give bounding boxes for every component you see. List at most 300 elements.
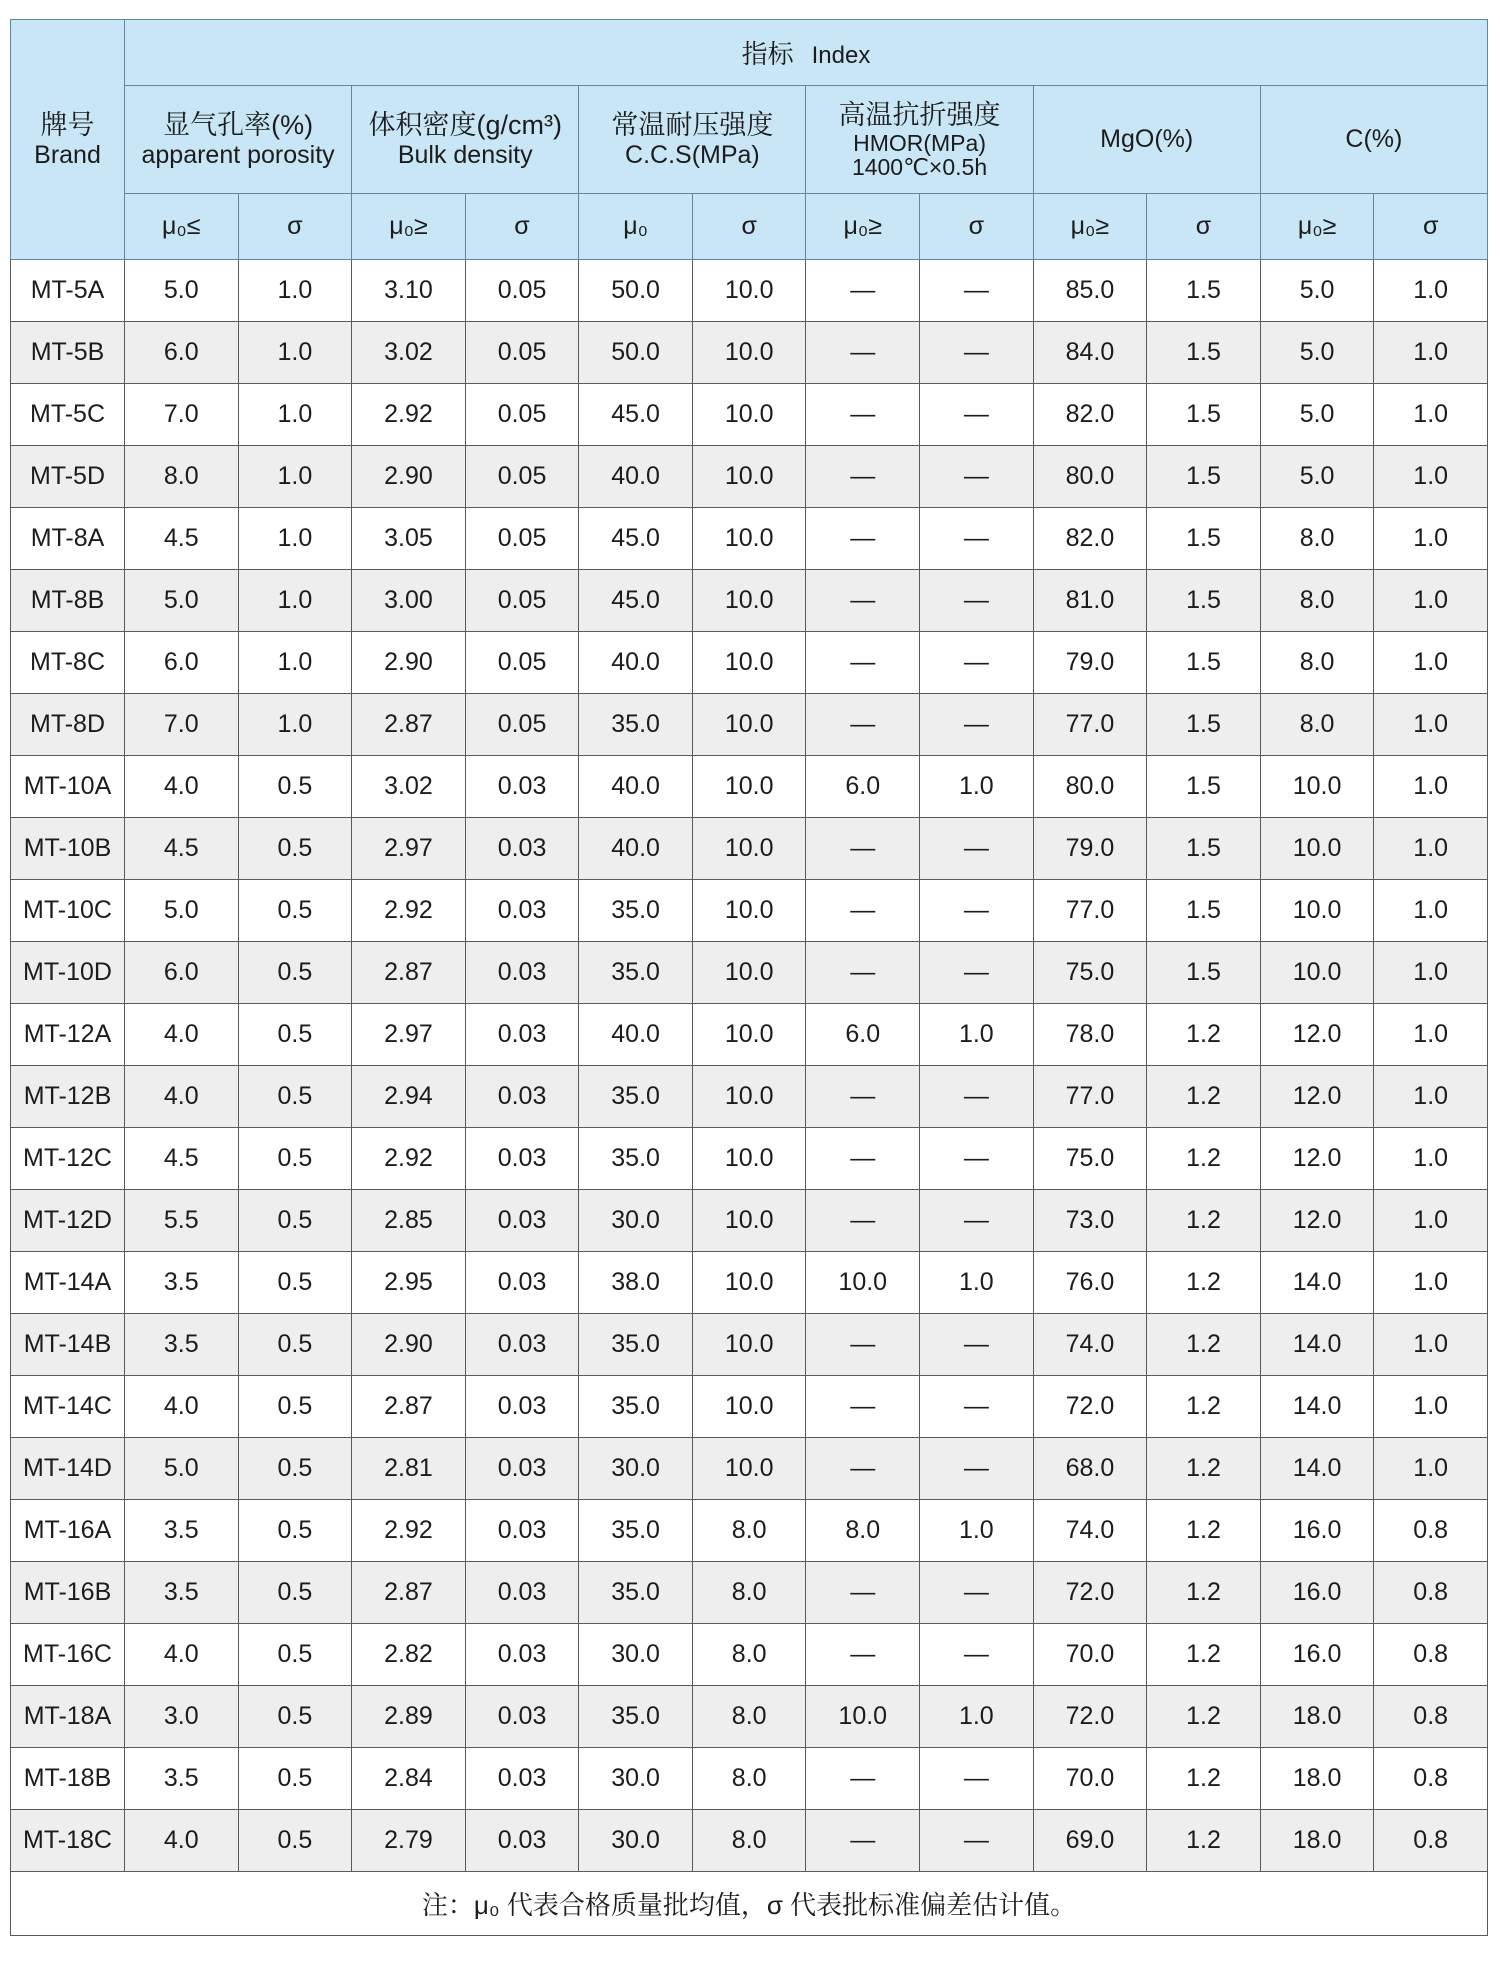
mgo-mu-cell: 74.0 xyxy=(1033,1314,1147,1376)
carbon-mu-cell: 10.0 xyxy=(1260,756,1374,818)
ccs-mu-cell: 40.0 xyxy=(579,1004,693,1066)
ccs-mu-cell: 30.0 xyxy=(579,1190,693,1252)
carbon-mu-cell: 14.0 xyxy=(1260,1438,1374,1500)
density-mu-cell: 2.84 xyxy=(352,1748,466,1810)
density-group-header xyxy=(352,86,579,194)
table-footer xyxy=(11,1872,1488,1936)
table-row xyxy=(11,1810,1488,1872)
brand-cell: MT-14A xyxy=(11,1252,125,1314)
density-sigma-cell: 0.05 xyxy=(465,508,579,570)
carbon-sigma-cell: 1.0 xyxy=(1374,942,1488,1004)
density-sigma-cell: 0.03 xyxy=(465,1748,579,1810)
mgo-mu-cell: 80.0 xyxy=(1033,756,1147,818)
ccs-sigma-cell: 10.0 xyxy=(692,570,806,632)
density-mu-cell: 2.92 xyxy=(352,1128,466,1190)
carbon-mu-cell: 18.0 xyxy=(1260,1686,1374,1748)
ccs-sigma-cell: 10.0 xyxy=(692,1376,806,1438)
porosity-sigma-cell: 0.5 xyxy=(238,1066,352,1128)
carbon-sigma-cell: 1.0 xyxy=(1374,1004,1488,1066)
ccs-mu-cell: 45.0 xyxy=(579,384,693,446)
brand-cell: MT-16C xyxy=(11,1624,125,1686)
density-mu-cell: 2.87 xyxy=(352,942,466,1004)
density-sigma-cell: 0.03 xyxy=(465,1500,579,1562)
porosity-label-cn: 显气孔率(%) xyxy=(163,109,314,140)
ccs-sigma-cell: 10.0 xyxy=(692,632,806,694)
table-row xyxy=(11,1314,1488,1376)
porosity-sigma-cell: 0.5 xyxy=(238,1562,352,1624)
carbon-mu-cell: 12.0 xyxy=(1260,1004,1374,1066)
brand-index-table xyxy=(10,19,1488,1936)
carbon-mu-cell: 10.0 xyxy=(1260,880,1374,942)
hmor-label-en: HMOR(MPa) xyxy=(853,129,986,156)
density-sigma-cell: 0.03 xyxy=(465,1562,579,1624)
hmor-mu-cell: — xyxy=(806,1810,920,1872)
table-row xyxy=(11,1748,1488,1810)
header-row-statistics xyxy=(11,194,1488,260)
carbon-sigma-cell: 1.0 xyxy=(1374,1066,1488,1128)
carbon-mu-cell: 12.0 xyxy=(1260,1190,1374,1252)
density-mu-cell: 2.90 xyxy=(352,632,466,694)
hmor-mu-header: μ₀≥ xyxy=(806,194,920,260)
porosity-mu-cell: 3.5 xyxy=(125,1500,239,1562)
mgo-mu-cell: 79.0 xyxy=(1033,632,1147,694)
table-row xyxy=(11,1190,1488,1252)
porosity-mu-cell: 4.0 xyxy=(125,1810,239,1872)
carbon-sigma-cell: 0.8 xyxy=(1374,1624,1488,1686)
density-mu-cell: 2.90 xyxy=(352,446,466,508)
carbon-sigma-cell: 1.0 xyxy=(1374,1376,1488,1438)
carbon-mu-cell: 8.0 xyxy=(1260,694,1374,756)
brand-cell: MT-8D xyxy=(11,694,125,756)
porosity-mu-cell: 6.0 xyxy=(125,942,239,1004)
porosity-mu-cell: 4.0 xyxy=(125,756,239,818)
mgo-mu-cell: 79.0 xyxy=(1033,818,1147,880)
mgo-sigma-cell: 1.5 xyxy=(1147,880,1261,942)
carbon-sigma-cell: 1.0 xyxy=(1374,446,1488,508)
carbon-group-header xyxy=(1260,86,1487,194)
mgo-sigma-header: σ xyxy=(1147,194,1261,260)
porosity-group-header xyxy=(125,86,352,194)
density-sigma-cell: 0.03 xyxy=(465,1314,579,1376)
ccs-sigma-cell: 10.0 xyxy=(692,1190,806,1252)
brand-cell: MT-5C xyxy=(11,384,125,446)
density-mu-cell: 2.82 xyxy=(352,1624,466,1686)
table-row xyxy=(11,818,1488,880)
carbon-mu-cell: 16.0 xyxy=(1260,1624,1374,1686)
table-header xyxy=(11,20,1488,260)
mgo-sigma-cell: 1.2 xyxy=(1147,1438,1261,1500)
ccs-sigma-cell: 8.0 xyxy=(692,1686,806,1748)
ccs-sigma-cell: 10.0 xyxy=(692,446,806,508)
mgo-mu-header: μ₀≥ xyxy=(1033,194,1147,260)
ccs-group-header xyxy=(579,86,806,194)
ccs-sigma-cell: 10.0 xyxy=(692,818,806,880)
hmor-sigma-cell: — xyxy=(920,880,1034,942)
porosity-mu-cell: 4.0 xyxy=(125,1004,239,1066)
brand-cell: MT-10C xyxy=(11,880,125,942)
density-mu-cell: 3.10 xyxy=(352,260,466,322)
mgo-sigma-cell: 1.2 xyxy=(1147,1004,1261,1066)
carbon-sigma-cell: 1.0 xyxy=(1374,1314,1488,1376)
hmor-sigma-cell: 1.0 xyxy=(920,1686,1034,1748)
porosity-sigma-cell: 0.5 xyxy=(238,1500,352,1562)
brand-cell: MT-10B xyxy=(11,818,125,880)
table-row xyxy=(11,1438,1488,1500)
carbon-sigma-cell: 1.0 xyxy=(1374,756,1488,818)
index-header xyxy=(125,20,1488,86)
hmor-sigma-cell: — xyxy=(920,570,1034,632)
hmor-sigma-cell: — xyxy=(920,694,1034,756)
density-mu-cell: 2.95 xyxy=(352,1252,466,1314)
brand-cell: MT-10A xyxy=(11,756,125,818)
mgo-mu-cell: 74.0 xyxy=(1033,1500,1147,1562)
hmor-mu-cell: — xyxy=(806,446,920,508)
carbon-sigma-cell: 0.8 xyxy=(1374,1500,1488,1562)
carbon-mu-cell: 12.0 xyxy=(1260,1066,1374,1128)
mgo-mu-cell: 75.0 xyxy=(1033,942,1147,1004)
porosity-mu-cell: 3.5 xyxy=(125,1748,239,1810)
density-sigma-cell: 0.05 xyxy=(465,446,579,508)
density-mu-cell: 2.89 xyxy=(352,1686,466,1748)
carbon-sigma-cell: 1.0 xyxy=(1374,1128,1488,1190)
footnote: 注：μ₀ 代表合格质量批均值，σ 代表批标准偏差估计值。 xyxy=(11,1872,1488,1936)
density-label-en: Bulk density xyxy=(397,140,533,169)
carbon-sigma-cell: 0.8 xyxy=(1374,1810,1488,1872)
carbon-mu-cell: 12.0 xyxy=(1260,1128,1374,1190)
porosity-sigma-cell: 0.5 xyxy=(238,1748,352,1810)
hmor-sigma-cell: — xyxy=(920,1190,1034,1252)
spec-table-container xyxy=(10,19,1488,1936)
mgo-mu-cell: 84.0 xyxy=(1033,322,1147,384)
hmor-sigma-cell: 1.0 xyxy=(920,1004,1034,1066)
hmor-mu-cell: — xyxy=(806,260,920,322)
mgo-sigma-cell: 1.2 xyxy=(1147,1686,1261,1748)
carbon-mu-header: μ₀≥ xyxy=(1260,194,1374,260)
density-sigma-cell: 0.03 xyxy=(465,1624,579,1686)
carbon-mu-cell: 10.0 xyxy=(1260,818,1374,880)
hmor-sigma-cell: — xyxy=(920,508,1034,570)
hmor-sigma-header: σ xyxy=(920,194,1034,260)
carbon-mu-cell: 14.0 xyxy=(1260,1314,1374,1376)
ccs-mu-cell: 35.0 xyxy=(579,880,693,942)
density-sigma-cell: 0.03 xyxy=(465,1190,579,1252)
carbon-sigma-cell: 1.0 xyxy=(1374,508,1488,570)
carbon-mu-cell: 8.0 xyxy=(1260,632,1374,694)
ccs-sigma-cell: 8.0 xyxy=(692,1562,806,1624)
table-row xyxy=(11,880,1488,942)
ccs-mu-cell: 30.0 xyxy=(579,1438,693,1500)
brand-label-en: Brand xyxy=(34,140,101,169)
porosity-mu-cell: 4.0 xyxy=(125,1376,239,1438)
mgo-sigma-cell: 1.2 xyxy=(1147,1376,1261,1438)
carbon-mu-cell: 5.0 xyxy=(1260,384,1374,446)
brand-cell: MT-14D xyxy=(11,1438,125,1500)
ccs-sigma-cell: 10.0 xyxy=(692,1314,806,1376)
carbon-mu-cell: 5.0 xyxy=(1260,446,1374,508)
ccs-mu-cell: 30.0 xyxy=(579,1748,693,1810)
ccs-mu-cell: 30.0 xyxy=(579,1810,693,1872)
porosity-sigma-cell: 1.0 xyxy=(238,694,352,756)
porosity-sigma-cell: 1.0 xyxy=(238,632,352,694)
density-sigma-cell: 0.03 xyxy=(465,1066,579,1128)
porosity-sigma-cell: 1.0 xyxy=(238,260,352,322)
mgo-sigma-cell: 1.2 xyxy=(1147,1252,1261,1314)
density-mu-cell: 3.02 xyxy=(352,322,466,384)
porosity-sigma-cell: 0.5 xyxy=(238,1438,352,1500)
porosity-sigma-cell: 0.5 xyxy=(238,1376,352,1438)
brand-cell: MT-14C xyxy=(11,1376,125,1438)
hmor-sigma-cell: 1.0 xyxy=(920,756,1034,818)
header-row-index xyxy=(11,20,1488,86)
mgo-sigma-cell: 1.5 xyxy=(1147,694,1261,756)
ccs-sigma-cell: 8.0 xyxy=(692,1748,806,1810)
hmor-sigma-cell: 1.0 xyxy=(920,1500,1034,1562)
carbon-sigma-header: σ xyxy=(1374,194,1488,260)
hmor-mu-cell: — xyxy=(806,508,920,570)
index-label-en: Index xyxy=(811,42,871,69)
carbon-sigma-cell: 1.0 xyxy=(1374,260,1488,322)
mgo-mu-cell: 77.0 xyxy=(1033,880,1147,942)
porosity-sigma-cell: 0.5 xyxy=(238,942,352,1004)
carbon-mu-cell: 18.0 xyxy=(1260,1748,1374,1810)
density-sigma-cell: 0.03 xyxy=(465,880,579,942)
mgo-sigma-cell: 1.5 xyxy=(1147,632,1261,694)
porosity-sigma-header: σ xyxy=(238,194,352,260)
porosity-mu-cell: 6.0 xyxy=(125,632,239,694)
hmor-mu-cell: 10.0 xyxy=(806,1686,920,1748)
hmor-condition-label: 1400℃×0.5h xyxy=(851,154,988,181)
porosity-mu-cell: 5.5 xyxy=(125,1190,239,1252)
brand-cell: MT-16A xyxy=(11,1500,125,1562)
carbon-sigma-cell: 1.0 xyxy=(1374,632,1488,694)
table-row xyxy=(11,1624,1488,1686)
ccs-mu-cell: 50.0 xyxy=(579,260,693,322)
porosity-mu-header: μ₀≤ xyxy=(125,194,239,260)
ccs-mu-cell: 40.0 xyxy=(579,632,693,694)
ccs-mu-cell: 45.0 xyxy=(579,508,693,570)
porosity-sigma-cell: 1.0 xyxy=(238,508,352,570)
carbon-sigma-cell: 0.8 xyxy=(1374,1562,1488,1624)
ccs-sigma-cell: 10.0 xyxy=(692,322,806,384)
mgo-sigma-cell: 1.5 xyxy=(1147,756,1261,818)
footnote-row xyxy=(11,1872,1488,1936)
density-mu-cell: 2.81 xyxy=(352,1438,466,1500)
mgo-sigma-cell: 1.2 xyxy=(1147,1128,1261,1190)
density-mu-cell: 2.90 xyxy=(352,1314,466,1376)
carbon-label: C(%) xyxy=(1345,125,1403,154)
ccs-sigma-cell: 8.0 xyxy=(692,1810,806,1872)
hmor-mu-cell: — xyxy=(806,1128,920,1190)
porosity-mu-cell: 5.0 xyxy=(125,1438,239,1500)
table-row xyxy=(11,1066,1488,1128)
porosity-mu-cell: 4.5 xyxy=(125,1128,239,1190)
table-row xyxy=(11,260,1488,322)
hmor-mu-cell: — xyxy=(806,694,920,756)
header-row-properties xyxy=(11,86,1488,194)
density-mu-header: μ₀≥ xyxy=(352,194,466,260)
porosity-sigma-cell: 0.5 xyxy=(238,1686,352,1748)
brand-cell: MT-14B xyxy=(11,1314,125,1376)
carbon-sigma-cell: 1.0 xyxy=(1374,322,1488,384)
hmor-mu-cell: — xyxy=(806,1190,920,1252)
density-label-cn: 体积密度(g/cm³) xyxy=(368,109,562,140)
ccs-mu-header: μ₀ xyxy=(579,194,693,260)
ccs-mu-cell: 40.0 xyxy=(579,756,693,818)
porosity-sigma-cell: 0.5 xyxy=(238,818,352,880)
ccs-mu-cell: 35.0 xyxy=(579,1500,693,1562)
porosity-mu-cell: 6.0 xyxy=(125,322,239,384)
porosity-mu-cell: 7.0 xyxy=(125,384,239,446)
hmor-mu-cell: — xyxy=(806,570,920,632)
density-sigma-cell: 0.03 xyxy=(465,1686,579,1748)
hmor-mu-cell: — xyxy=(806,1376,920,1438)
mgo-sigma-cell: 1.5 xyxy=(1147,446,1261,508)
hmor-mu-cell: — xyxy=(806,1562,920,1624)
density-sigma-cell: 0.03 xyxy=(465,1810,579,1872)
mgo-sigma-cell: 1.5 xyxy=(1147,818,1261,880)
mgo-mu-cell: 72.0 xyxy=(1033,1686,1147,1748)
ccs-mu-cell: 40.0 xyxy=(579,818,693,880)
table-row xyxy=(11,1128,1488,1190)
brand-cell: MT-8C xyxy=(11,632,125,694)
table-row xyxy=(11,1252,1488,1314)
porosity-mu-cell: 8.0 xyxy=(125,446,239,508)
porosity-sigma-cell: 1.0 xyxy=(238,384,352,446)
mgo-sigma-cell: 1.5 xyxy=(1147,384,1261,446)
mgo-mu-cell: 75.0 xyxy=(1033,1128,1147,1190)
ccs-sigma-cell: 10.0 xyxy=(692,1438,806,1500)
hmor-mu-cell: — xyxy=(806,1624,920,1686)
mgo-sigma-cell: 1.5 xyxy=(1147,508,1261,570)
porosity-mu-cell: 4.5 xyxy=(125,508,239,570)
mgo-mu-cell: 68.0 xyxy=(1033,1438,1147,1500)
porosity-mu-cell: 3.0 xyxy=(125,1686,239,1748)
hmor-mu-cell: — xyxy=(806,1066,920,1128)
porosity-sigma-cell: 0.5 xyxy=(238,1128,352,1190)
density-sigma-cell: 0.03 xyxy=(465,818,579,880)
brand-cell: MT-5D xyxy=(11,446,125,508)
mgo-group-header xyxy=(1033,86,1260,194)
porosity-mu-cell: 5.0 xyxy=(125,570,239,632)
table-row xyxy=(11,570,1488,632)
density-mu-cell: 3.05 xyxy=(352,508,466,570)
carbon-sigma-cell: 1.0 xyxy=(1374,1190,1488,1252)
mgo-sigma-cell: 1.2 xyxy=(1147,1810,1261,1872)
mgo-mu-cell: 77.0 xyxy=(1033,1066,1147,1128)
carbon-sigma-cell: 0.8 xyxy=(1374,1686,1488,1748)
brand-cell: MT-18B xyxy=(11,1748,125,1810)
density-mu-cell: 2.85 xyxy=(352,1190,466,1252)
ccs-sigma-cell: 10.0 xyxy=(692,694,806,756)
density-mu-cell: 2.92 xyxy=(352,384,466,446)
porosity-mu-cell: 7.0 xyxy=(125,694,239,756)
hmor-mu-cell: 10.0 xyxy=(806,1252,920,1314)
hmor-sigma-cell: — xyxy=(920,818,1034,880)
carbon-sigma-cell: 1.0 xyxy=(1374,694,1488,756)
carbon-mu-cell: 16.0 xyxy=(1260,1500,1374,1562)
brand-cell: MT-12B xyxy=(11,1066,125,1128)
hmor-mu-cell: — xyxy=(806,1438,920,1500)
hmor-sigma-cell: — xyxy=(920,1562,1034,1624)
carbon-sigma-cell: 1.0 xyxy=(1374,880,1488,942)
brand-cell: MT-8B xyxy=(11,570,125,632)
hmor-mu-cell: — xyxy=(806,322,920,384)
mgo-mu-cell: 70.0 xyxy=(1033,1624,1147,1686)
porosity-mu-cell: 5.0 xyxy=(125,260,239,322)
brand-cell: MT-12A xyxy=(11,1004,125,1066)
porosity-sigma-cell: 0.5 xyxy=(238,1624,352,1686)
brand-label-cn: 牌号 xyxy=(40,109,95,140)
density-mu-cell: 2.92 xyxy=(352,1500,466,1562)
density-sigma-cell: 0.05 xyxy=(465,570,579,632)
density-mu-cell: 3.00 xyxy=(352,570,466,632)
brand-cell: MT-18A xyxy=(11,1686,125,1748)
carbon-mu-cell: 5.0 xyxy=(1260,260,1374,322)
hmor-label-cn: 高温抗折强度 xyxy=(838,99,1001,130)
porosity-sigma-cell: 0.5 xyxy=(238,1004,352,1066)
hmor-mu-cell: 6.0 xyxy=(806,756,920,818)
hmor-mu-cell: — xyxy=(806,880,920,942)
brand-cell: MT-8A xyxy=(11,508,125,570)
ccs-mu-cell: 45.0 xyxy=(579,570,693,632)
ccs-mu-cell: 35.0 xyxy=(579,942,693,1004)
table-row xyxy=(11,1004,1488,1066)
hmor-sigma-cell: — xyxy=(920,1128,1034,1190)
ccs-sigma-cell: 8.0 xyxy=(692,1624,806,1686)
carbon-sigma-cell: 1.0 xyxy=(1374,570,1488,632)
hmor-sigma-cell: — xyxy=(920,1810,1034,1872)
table-row xyxy=(11,632,1488,694)
ccs-sigma-cell: 10.0 xyxy=(692,384,806,446)
density-sigma-cell: 0.05 xyxy=(465,694,579,756)
mgo-sigma-cell: 1.2 xyxy=(1147,1500,1261,1562)
ccs-sigma-cell: 10.0 xyxy=(692,880,806,942)
hmor-mu-cell: 8.0 xyxy=(806,1500,920,1562)
hmor-sigma-cell: — xyxy=(920,1748,1034,1810)
mgo-sigma-cell: 1.5 xyxy=(1147,942,1261,1004)
ccs-sigma-header: σ xyxy=(692,194,806,260)
hmor-sigma-cell: — xyxy=(920,632,1034,694)
hmor-sigma-cell: — xyxy=(920,322,1034,384)
mgo-sigma-cell: 1.2 xyxy=(1147,1314,1261,1376)
carbon-mu-cell: 14.0 xyxy=(1260,1376,1374,1438)
density-mu-cell: 2.97 xyxy=(352,818,466,880)
porosity-mu-cell: 3.5 xyxy=(125,1314,239,1376)
hmor-sigma-cell: — xyxy=(920,1438,1034,1500)
hmor-sigma-cell: 1.0 xyxy=(920,1252,1034,1314)
density-mu-cell: 2.92 xyxy=(352,880,466,942)
ccs-mu-cell: 40.0 xyxy=(579,446,693,508)
table-body xyxy=(11,260,1488,1872)
carbon-sigma-cell: 1.0 xyxy=(1374,1438,1488,1500)
porosity-mu-cell: 4.5 xyxy=(125,818,239,880)
hmor-mu-cell: 6.0 xyxy=(806,1004,920,1066)
density-sigma-cell: 0.05 xyxy=(465,384,579,446)
ccs-mu-cell: 50.0 xyxy=(579,322,693,384)
hmor-sigma-cell: — xyxy=(920,1314,1034,1376)
ccs-sigma-cell: 10.0 xyxy=(692,1252,806,1314)
mgo-sigma-cell: 1.5 xyxy=(1147,570,1261,632)
porosity-sigma-cell: 1.0 xyxy=(238,322,352,384)
density-sigma-cell: 0.03 xyxy=(465,942,579,1004)
ccs-mu-cell: 35.0 xyxy=(579,1376,693,1438)
ccs-sigma-cell: 10.0 xyxy=(692,942,806,1004)
carbon-mu-cell: 8.0 xyxy=(1260,570,1374,632)
brand-cell: MT-12D xyxy=(11,1190,125,1252)
mgo-sigma-cell: 1.5 xyxy=(1147,322,1261,384)
mgo-mu-cell: 80.0 xyxy=(1033,446,1147,508)
porosity-sigma-cell: 0.5 xyxy=(238,1314,352,1376)
